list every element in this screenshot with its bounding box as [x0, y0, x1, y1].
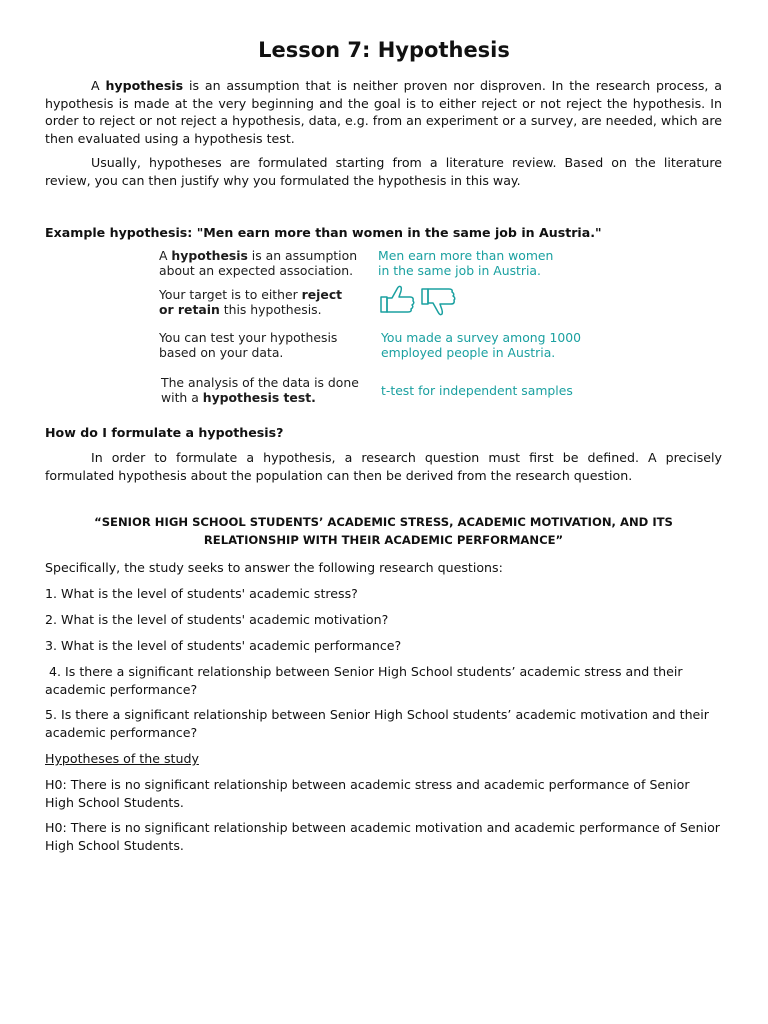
page-title: Lesson 7: Hypothesis	[258, 38, 510, 62]
hypotheses-heading: Hypotheses of the study	[45, 751, 199, 766]
study-title: “SENIOR HIGH SCHOOL STUDENTS’ ACADEMIC STRESS, ACADEMIC MOTIVATION, AND ITS RELATIONSHIP WITH THEIR ACADEMIC PERFORMANCE”	[94, 515, 673, 547]
fig-text: The analysis of the data is done	[161, 375, 359, 390]
figure-t-test: t-test for independent samples	[381, 383, 573, 398]
thumbs-icons	[380, 283, 460, 317]
formulate-paragraph: In order to formulate a hypothesis, a research question must first be defined. A precisely formulated hypothesis about the population can then be derived from the research question.	[45, 450, 722, 483]
research-question-3: 3. What is the level of students' academic performance?	[45, 638, 402, 653]
fig-text: Your target is to either	[159, 287, 302, 302]
fig-bold: or retain	[159, 302, 220, 317]
fig-bold: reject	[301, 287, 343, 302]
fig-text: You made a survey among 1000	[381, 330, 581, 345]
fig-text: with a	[161, 390, 203, 405]
fig-bold: hypothesis test.	[202, 390, 316, 405]
fig-text: in the same job in Austria.	[378, 263, 541, 278]
intro-text-rest: is an assumption that is neither proven nor disproven. In the research process, a hypothesis is made at the very beginning and the goal is to either reject or not reject the hypothesis. In order to reject or not reject a hypothesis, data, e.g. from an experiment or a survey, are needed, which are then evaluated using a hypothesis test.	[45, 78, 722, 146]
figure-hypothesis-test	[161, 375, 359, 405]
fig-text: A	[159, 248, 172, 263]
thumbs-down-icon	[422, 289, 455, 315]
research-question-2: 2. What is the level of students' academic motivation?	[45, 612, 389, 627]
fig-text: about an expected association.	[159, 263, 354, 278]
figure-test-on-data	[159, 330, 337, 360]
thumbs-up-icon	[381, 286, 414, 312]
fig-text: is an assumption	[247, 248, 358, 263]
figure-survey	[381, 330, 581, 360]
intro-paragraph-1	[45, 77, 722, 147]
fig-bold: hypothesis	[171, 248, 248, 263]
formulate-heading: How do I formulate a hypothesis?	[45, 425, 284, 440]
intro-paragraph-2: Usually, hypotheses are formulated starting from a literature review. Based on the literature review, you can then justify why you formulated the hypothesis in this way.	[45, 155, 722, 188]
fig-text: You can test your hypothesis	[159, 330, 338, 345]
figure-hypothesis-definition	[159, 248, 357, 278]
fig-text: this hypothesis.	[219, 302, 322, 317]
hypothesis-term: hypothesis	[105, 78, 184, 93]
questions-intro: Specifically, the study seeks to answer the following research questions:	[45, 560, 503, 575]
fig-text: employed people in Austria.	[381, 345, 556, 360]
research-question-4: 4. Is there a significant relationship between Senior High School students’ academic stress and their academic performance?	[45, 664, 687, 697]
fig-text: based on your data.	[159, 345, 284, 360]
fig-text: Men earn more than women	[378, 248, 554, 263]
research-question-5: 5. Is there a significant relationship between Senior High School students’ academic motivation and their academic performance?	[45, 707, 709, 740]
example-heading: Example hypothesis: "Men earn more than women in the same job in Austria."	[45, 225, 602, 240]
hypothesis-2: H0: There is no significant relationship between academic motivation and academic performance of Senior High School Students.	[45, 820, 720, 853]
research-question-1: 1. What is the level of students' academic stress?	[45, 586, 358, 601]
hypothesis-1: H0: There is no significant relationship between academic stress and academic performance of Senior High School Students.	[45, 777, 690, 810]
figure-example-hypothesis	[378, 248, 553, 278]
figure-target	[159, 287, 342, 317]
intro-text: A	[91, 78, 106, 93]
